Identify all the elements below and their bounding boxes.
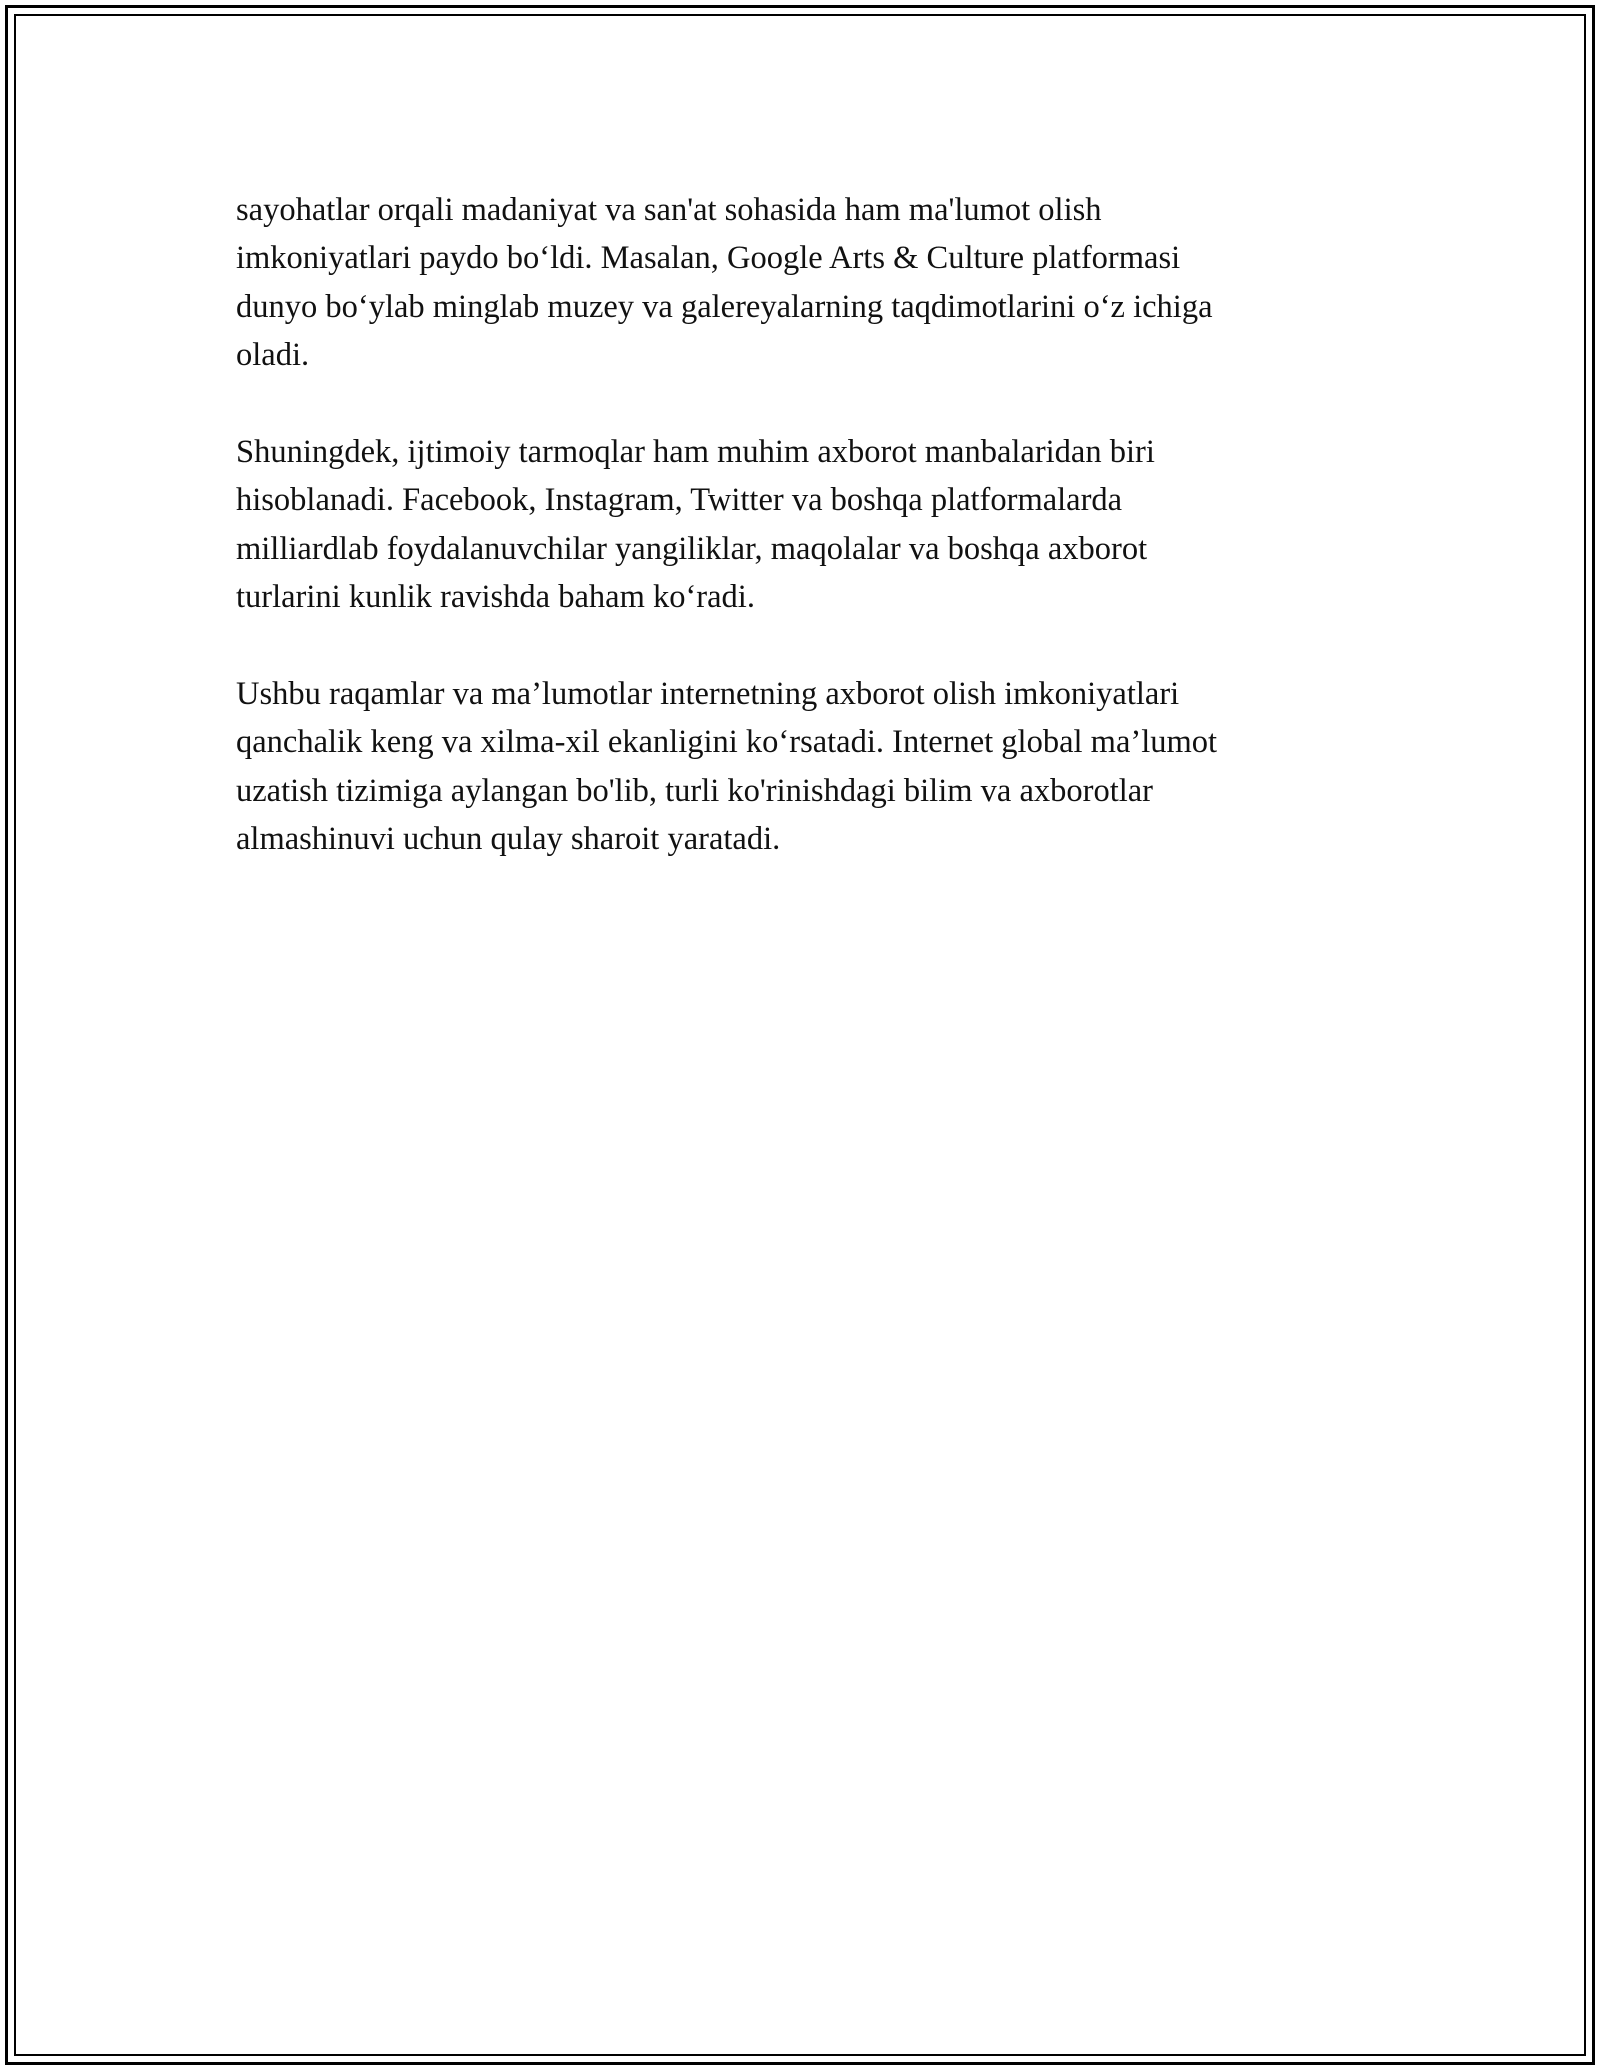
text-line: qanchalik keng va xilma-xil ekanligini ko‘rsatadi. Internet global ma’lumot (236, 724, 1218, 761)
text-line: oladi. (236, 337, 310, 374)
text-line: almashinuvi uchun qulay sharoit yaratadi. (236, 821, 781, 858)
text-line: hisoblanadi. Facebook, Instagram, Twitter va boshqa platformalarda (236, 482, 1123, 519)
paragraph-3 (236, 670, 1396, 864)
document-body (236, 186, 1396, 864)
paragraph-1 (236, 186, 1396, 380)
text-line: uzatish tizimiga aylangan bo'lib, turli ko'rinishdagi bilim va axborotlar (236, 772, 1153, 809)
text-line: sayohatlar orqali madaniyat va san'at sohasida ham ma'lumot olish (236, 192, 1102, 228)
text-line: Shuningdek, ijtimoiy tarmoqlar ham muhim axborot manbalaridan biri (236, 434, 1155, 471)
text-line: Ushbu raqamlar va ma’lumotlar internetning axborot olish imkoniyatlari (236, 676, 1180, 713)
text-line: turlarini kunlik ravishda baham ko‘radi. (236, 579, 755, 616)
paragraph-2 (236, 428, 1396, 622)
text-line: dunyo bo‘ylab minglab muzey va galereyalarning taqdimotlarini o‘z ichiga (236, 288, 1213, 325)
text-line: imkoniyatlari paydo bo‘ldi. Masalan, Google Arts & Culture platformasi (236, 240, 1181, 277)
text-line: milliardlab foydalanuvchilar yangiliklar, maqolalar va boshqa axborot (236, 530, 1148, 567)
